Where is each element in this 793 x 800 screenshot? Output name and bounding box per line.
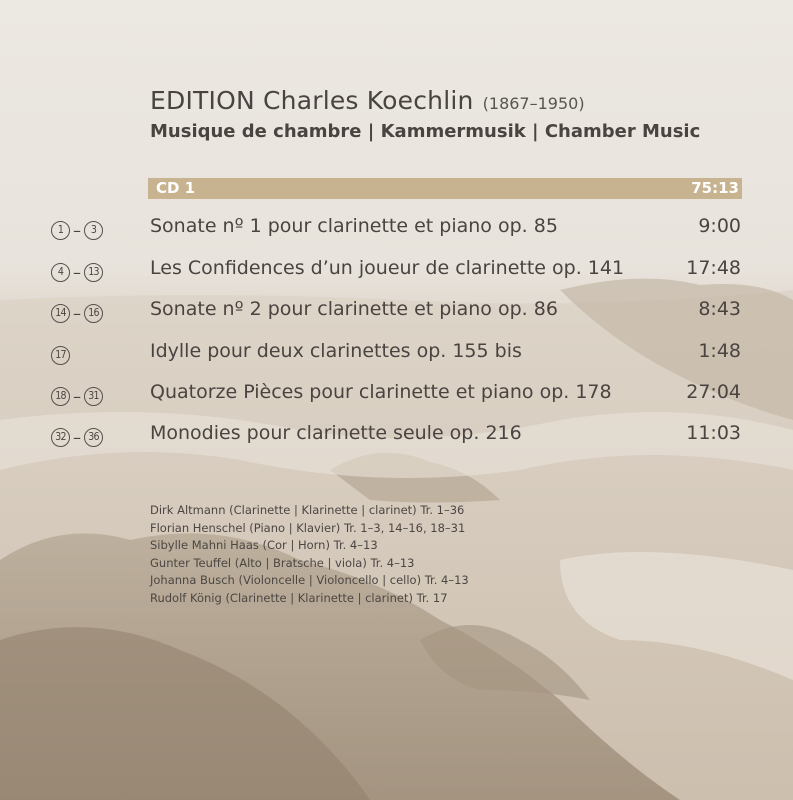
track-end-number: 36 — [84, 428, 103, 447]
track-row — [0, 257, 793, 287]
track-duration: 11:03 — [686, 422, 741, 444]
header — [150, 86, 585, 115]
track-numbers — [51, 343, 70, 367]
range-dash: – — [73, 262, 81, 282]
track-title: Quatorze Pièces pour clarinette et piano op. 178 — [150, 381, 612, 403]
track-start-number: 14 — [51, 304, 70, 323]
track-start-number: 18 — [51, 387, 70, 406]
range-dash: – — [73, 303, 81, 323]
track-end-number: 3 — [84, 221, 103, 240]
track-row — [0, 381, 793, 411]
page-subtitle: Musique de chambre | Kammermusik | Chamber Music — [150, 121, 701, 142]
track-title: Sonate nº 1 pour clarinette et piano op. 85 — [150, 215, 558, 237]
track-numbers — [51, 301, 103, 325]
credit-line: Gunter Teuffel (Alto | Bratsche | viola) Tr. 4–13 — [150, 555, 415, 570]
track-end-number: 16 — [84, 304, 103, 323]
credit-line: Sibylle Mahni Haas (Cor | Horn) Tr. 4–13 — [150, 538, 378, 552]
range-dash: – — [73, 427, 81, 447]
track-start-number: 1 — [51, 221, 70, 240]
track-numbers — [51, 260, 103, 284]
track-duration: 8:43 — [698, 298, 741, 320]
track-numbers — [51, 425, 103, 449]
track-row — [0, 340, 793, 370]
credit-line: Florian Henschel (Piano | Klavier) Tr. 1–3, 14–16, 18–31 — [150, 520, 466, 535]
cd-total-time: 75:13 — [691, 179, 739, 197]
cd-label: CD 1 — [156, 179, 196, 197]
track-duration: 1:48 — [698, 340, 741, 362]
track-duration: 17:48 — [686, 257, 741, 279]
track-row — [0, 422, 793, 452]
track-title: Idylle pour deux clarinettes op. 155 bis — [150, 340, 522, 362]
track-start-number: 4 — [51, 263, 70, 282]
credit-line: Johanna Busch (Violoncelle | Violoncello | cello) Tr. 4–13 — [150, 573, 469, 587]
track-duration: 9:00 — [698, 215, 741, 237]
cd-header-bar — [148, 178, 742, 199]
track-numbers — [51, 218, 103, 242]
track-title: Monodies pour clarinette seule op. 216 — [150, 422, 522, 444]
track-numbers — [51, 384, 103, 408]
track-duration: 27:04 — [686, 381, 741, 403]
track-title: Les Confidences d’un joueur de clarinette op. 141 — [150, 257, 625, 279]
composer-years: (1867–1950) — [482, 94, 585, 113]
track-title: Sonate nº 2 pour clarinette et piano op. 86 — [150, 298, 558, 320]
credit-line: Rudolf König (Clarinette | Klarinette | clarinet) Tr. 17 — [150, 590, 448, 605]
track-end-number: 13 — [84, 263, 103, 282]
track-start-number: 17 — [51, 346, 70, 365]
track-end-number: 31 — [84, 387, 103, 406]
track-row — [0, 298, 793, 328]
performer-credits — [150, 502, 469, 607]
page-title: EDITION Charles Koechlin — [150, 86, 474, 115]
range-dash: – — [73, 386, 81, 406]
range-dash: – — [73, 220, 81, 240]
track-start-number: 32 — [51, 428, 70, 447]
credit-line: Dirk Altmann (Clarinette | Klarinette | clarinet) Tr. 1–36 — [150, 503, 465, 517]
track-row — [0, 215, 793, 245]
